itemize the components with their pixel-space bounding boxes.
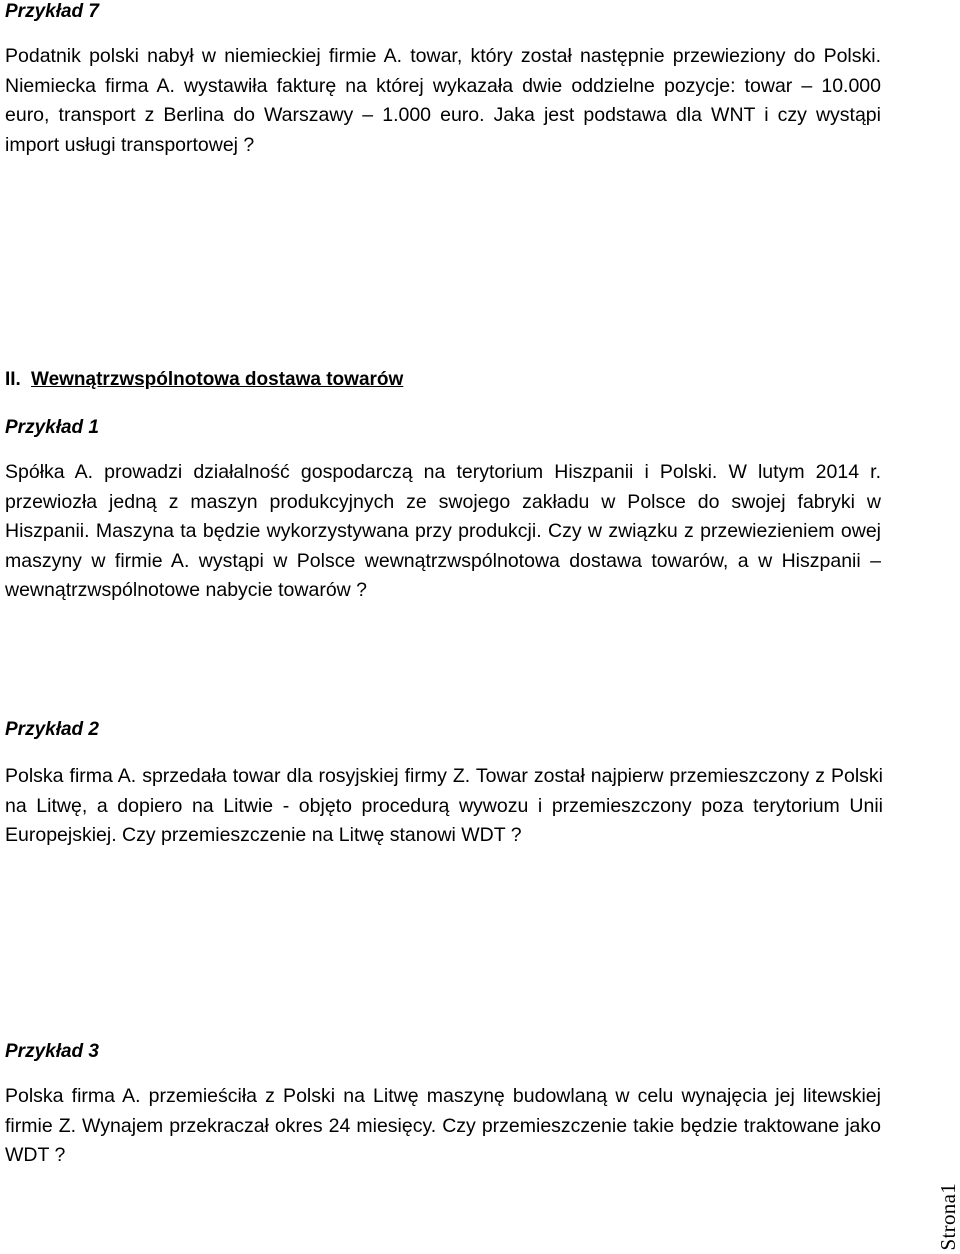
section-2-title: Wewnątrzwspólnotowa dostawa towarów: [31, 369, 404, 390]
example-7-text: Podatnik polski nabył w niemieckiej firmie A. towar, który został następnie przewieziony do Polski. Niemiecka firma A. wystawiła fakturę na której wykazała dwie oddzielne pozycje: towar – 10.000 euro, transport z Berlina do Warszawy – 1.000 euro. Jaka jest podstawa dla WNT i czy wystąpi import usługi transportowej ?: [5, 45, 881, 156]
example-1-heading: Przykład 1: [5, 417, 99, 438]
section-2-number: II.: [5, 369, 21, 390]
page-number-label: Strona1: [936, 1182, 960, 1250]
example-1-text: Spółka A. prowadzi działalność gospodarczą na terytorium Hiszpanii i Polski. W lutym 2014 r. przewiozła jedną z maszyn produkcyjnych ze swojego zakładu w Polsce do swojej fabryki w Hiszpanii. Maszyna ta będzie wykorzystywana przy produkcji. Czy w związku z przewiezieniem owej maszyny w firmie A. wystąpi w Polsce wewnątrzwspólnotowa dostawa towarów, a w Hiszpanii – wewnątrzwspólnotowe nabycie towarów ?: [5, 461, 881, 601]
example-3-text: Polska firma A. przemieściła z Polski na Litwę maszynę budowlaną w celu wynajęcia jej litewskiej firmie Z. Wynajem przekraczał okres 24 miesięcy. Czy przemieszczenie takie będzie traktowane jako WDT ?: [5, 1085, 881, 1166]
example-2-text: Polska firma A. sprzedała towar dla rosyjskiej firmy Z. Towar został najpierw przemieszczony z Polski na Litwę, a dopiero na Litwie - objęto procedurą wywozu i przemieszczony poza terytorium Unii Europejskiej. Czy przemieszczenie na Litwę stanowi WDT ?: [5, 765, 883, 846]
section-2-heading: [5, 368, 403, 392]
example-3-heading: Przykład 3: [5, 1041, 99, 1062]
example-2-heading: Przykład 2: [5, 719, 99, 740]
example-7-heading: Przykład 7: [5, 1, 99, 22]
